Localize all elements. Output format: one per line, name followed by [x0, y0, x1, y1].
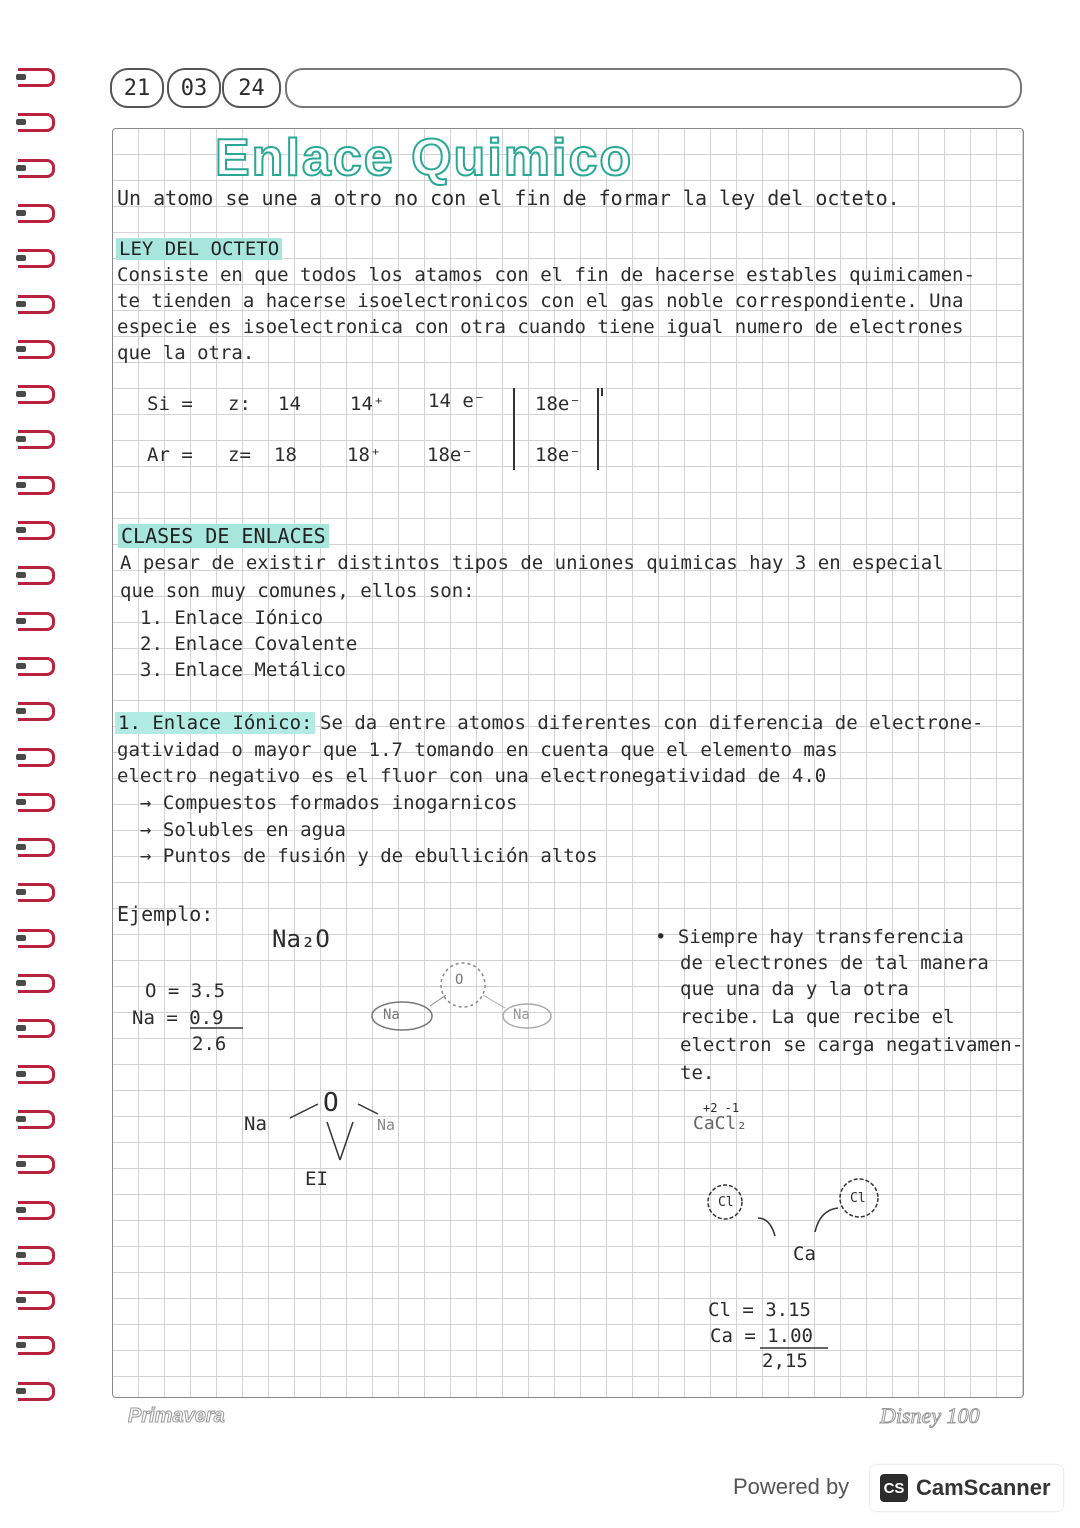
nota-line: recibe. La que recibe el [680, 1006, 955, 1028]
title-field [285, 68, 1022, 108]
spiral-ring [18, 430, 55, 449]
ley-line: te tienden a hacerse isoelectronicos con el gas noble correspondiente. Una [117, 290, 964, 312]
spiral-ring [18, 1201, 55, 1220]
date-day: 21 [110, 68, 164, 108]
table-cell: Si = [147, 393, 193, 415]
table-cell: 18 [274, 444, 297, 466]
nota-formula: CaCl₂ [693, 1113, 748, 1134]
ionico-bullet: → Solubles en agua [140, 819, 346, 841]
spiral-ring [18, 295, 55, 314]
nota-charges: +2 -1 [703, 1101, 740, 1115]
spiral-ring [18, 974, 55, 993]
bracket [513, 388, 599, 470]
ejemplo-label: Ejemplo: [117, 902, 214, 926]
ley-line: especie es isoelectronica con otra cuando tiene igual numero de electrones [117, 316, 964, 338]
ejemplo-value: 2.6 [192, 1033, 227, 1055]
clases-line: A pesar de existir distintos tipos de uniones quimicas hay 3 en especial [120, 552, 944, 574]
table-cell: 14 e⁻ [428, 390, 486, 412]
ionico-line: gatividad o mayor que 1.7 tomando en cuenta que el elemento mas [117, 739, 838, 761]
diagram-label: Na [383, 1007, 400, 1023]
nota-line: de electrones de tal manera [680, 952, 989, 974]
spiral-ring [18, 385, 55, 404]
spiral-ring [18, 612, 55, 631]
spiral-ring [18, 249, 55, 268]
spiral-ring [18, 476, 55, 495]
spiral-ring [18, 1336, 55, 1355]
table-cell: 18e⁻ [427, 444, 473, 466]
table-cell: 18⁺ [347, 444, 382, 466]
spiral-binding [18, 60, 58, 1440]
spiral-ring [18, 68, 55, 87]
table-cell: z: [228, 393, 251, 415]
clases-item: 2. Enlace Covalente [140, 633, 358, 655]
spiral-ring [18, 1291, 55, 1310]
nota-line: te. [680, 1062, 715, 1084]
ionico-bullet: → Puntos de fusión y de ebullición altos [140, 845, 598, 867]
ejemplo-formula: Na₂O [272, 925, 330, 953]
clases-line: que son muy comunes, ellos son: [120, 580, 475, 602]
brand-primavera: Primavera [128, 1405, 225, 1427]
spiral-ring [18, 521, 55, 540]
ley-heading: LEY DEL OCTETO [116, 238, 282, 260]
camscanner-label: CamScanner [916, 1475, 1051, 1500]
date-year: 24 [222, 68, 281, 108]
nota-line: • Siempre hay transferencia [655, 926, 964, 948]
table-cell: Ar = [147, 444, 193, 466]
lewis-label: EI [305, 1168, 328, 1190]
table-cell: 14⁺ [350, 393, 385, 415]
nota-value: Ca = 1.00 [710, 1325, 813, 1347]
ionico-heading: 1. Enlace Iónico: [115, 712, 315, 734]
nota-atom: Ca [793, 1243, 816, 1265]
ionico-bullet: → Compuestos formados inogarnicos [140, 792, 518, 814]
nota-value: Cl = 3.15 [708, 1299, 811, 1321]
spiral-ring [18, 1246, 55, 1265]
camscanner-icon: CS [880, 1474, 908, 1502]
spiral-ring [18, 204, 55, 223]
lewis-label: O [323, 1088, 339, 1118]
table-cell: 18e⁻ [535, 393, 581, 415]
nota-atom: Cl [850, 1191, 866, 1206]
spiral-ring [18, 1155, 55, 1174]
spiral-ring [18, 1019, 55, 1038]
spiral-ring [18, 113, 55, 132]
spiral-ring [18, 793, 55, 812]
powered-by-text: Powered by [733, 1474, 850, 1499]
spiral-ring [18, 929, 55, 948]
spiral-ring [18, 748, 55, 767]
diagram-label: Na [513, 1007, 530, 1023]
camscanner-badge[interactable] [870, 1465, 1063, 1511]
date-month: 03 [167, 68, 221, 108]
clases-heading: CLASES DE ENLACES [118, 524, 329, 548]
ley-line: Consiste en que todos los atamos con el fin de hacerse estables quimicamen- [117, 264, 975, 286]
spiral-ring [18, 838, 55, 857]
ejemplo-value: Na = 0.9 [132, 1007, 224, 1029]
spiral-ring [18, 657, 55, 676]
page-title: Enlace Quimico [215, 129, 634, 187]
lewis-label: Na [244, 1113, 267, 1135]
nota-line: que una da y la otra [680, 978, 909, 1000]
spiral-ring [18, 1065, 55, 1084]
nota-value: 2,15 [762, 1350, 808, 1372]
spiral-ring [18, 340, 55, 359]
intro-text: Un atomo se une a otro no con el fin de formar la ley del octeto. [117, 186, 900, 210]
spiral-ring [18, 1110, 55, 1129]
spiral-ring [18, 566, 55, 585]
ionico-line: electro negativo es el fluor con una electronegatividad de 4.0 [117, 765, 827, 787]
nota-atom: Cl [718, 1195, 734, 1210]
table-cell: 14 [278, 393, 301, 415]
table-cell: z= [228, 444, 251, 466]
ionico-line: Se da entre atomos diferentes con diferencia de electrone- [320, 712, 984, 734]
spiral-ring [18, 1382, 55, 1401]
brand-disney: Disney 100 [880, 1403, 980, 1428]
nota-line: electron se carga negativamen- [680, 1034, 1024, 1056]
diagram-label: O [455, 972, 464, 988]
spiral-ring [18, 883, 55, 902]
ley-line: que la otra. [117, 342, 255, 364]
lewis-label: Na [377, 1116, 396, 1134]
table-cell: 18e⁻ [535, 444, 581, 466]
clases-item: 1. Enlace Iónico [140, 607, 324, 629]
ejemplo-value: O = 3.5 [145, 980, 226, 1002]
clases-item: 3. Enlace Metálico [140, 659, 346, 681]
spiral-ring [18, 702, 55, 721]
spiral-ring [18, 159, 55, 178]
